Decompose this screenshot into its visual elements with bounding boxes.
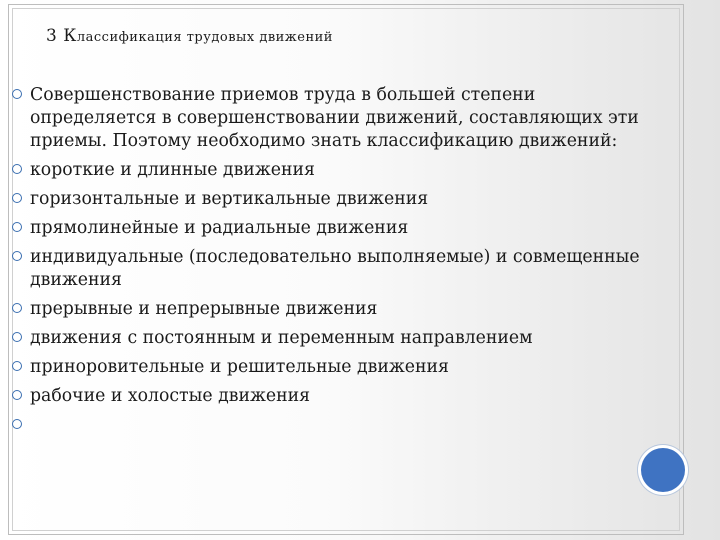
circle-bullet-icon (12, 193, 22, 203)
list-item-text: горизонтальные и вертикальные движения (30, 189, 429, 209)
list-item-text: индивидуальные (последовательно выполняемые) и совмещенные движения (30, 247, 640, 290)
bullet-list (0, 84, 640, 443)
circle-bullet-icon (12, 361, 22, 371)
list-item (0, 84, 640, 153)
circle-bullet-icon (12, 303, 22, 313)
circle-bullet-icon (12, 164, 22, 174)
slide-title (46, 26, 333, 46)
list-item (0, 246, 640, 292)
circle-bullet-icon (12, 251, 22, 261)
list-item (0, 356, 640, 379)
circle-bullet-icon (12, 390, 22, 400)
list-item-empty (0, 414, 640, 437)
circle-bullet-icon (12, 89, 22, 99)
list-item (0, 217, 640, 240)
title-rest: лассификация трудовых движений (76, 30, 333, 45)
list-item (0, 385, 640, 408)
list-item (0, 298, 640, 321)
list-item-text: прямолинейные и радиальные движения (30, 218, 409, 238)
circle-bullet-icon (12, 222, 22, 232)
list-item (0, 159, 640, 182)
list-item-text: рабочие и холостые движения (30, 386, 311, 406)
list-item-text: прерывные и непрерывные движения (30, 299, 378, 319)
list-item-text: Совершенствование приемов труда в большей степени определяется в совершенствовании движений, составляющих эти приемы. Поэтому необходимо знать классификацию движений: (30, 85, 639, 151)
circle-bullet-icon (12, 419, 22, 429)
decorative-circle (641, 448, 685, 492)
title-first-letter: 3 К (46, 26, 77, 46)
list-item-text: приноровительные и решительные движения (30, 357, 449, 377)
list-item (0, 327, 640, 350)
circle-bullet-icon (12, 332, 22, 342)
list-item-text: короткие и длинные движения (30, 160, 315, 180)
list-item (0, 188, 640, 211)
list-item-text: движения с постоянным и переменным направлением (30, 328, 533, 348)
